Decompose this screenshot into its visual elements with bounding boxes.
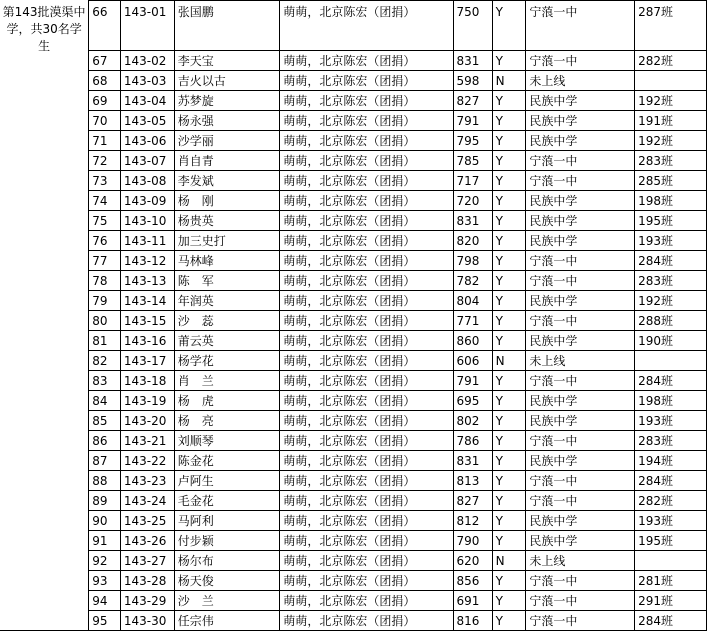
school-cell: 宁蒗一中	[526, 271, 635, 291]
student-id-cell: 143-28	[120, 571, 174, 591]
pass-flag-cell: Y	[492, 591, 526, 611]
pass-flag-cell: Y	[492, 231, 526, 251]
row-number-cell: 87	[89, 451, 121, 471]
donor-cell: 萌萌，北京陈宏（团捐）	[280, 51, 453, 71]
class-cell: 288班	[635, 311, 707, 331]
score-cell: 831	[453, 451, 492, 471]
student-name-cell: 年润英	[174, 291, 280, 311]
score-cell: 812	[453, 511, 492, 531]
pass-flag-cell: Y	[492, 471, 526, 491]
row-number-cell: 79	[89, 291, 121, 311]
group-label-cell: 第143批漠渠中学，共30名学生	[0, 1, 89, 631]
pass-flag-cell: Y	[492, 451, 526, 471]
school-cell: 宁蒗一中	[526, 251, 635, 271]
donor-cell: 萌萌，北京陈宏（团捐）	[280, 151, 453, 171]
score-cell: 798	[453, 251, 492, 271]
student-id-cell: 143-17	[120, 351, 174, 371]
donor-cell: 萌萌，北京陈宏（团捐）	[280, 91, 453, 111]
table-row	[0, 271, 707, 291]
table-row	[0, 471, 707, 491]
class-cell: 283班	[635, 431, 707, 451]
student-name-cell: 李发斌	[174, 171, 280, 191]
student-id-cell: 143-30	[120, 611, 174, 631]
score-cell: 820	[453, 231, 492, 251]
class-cell: 191班	[635, 111, 707, 131]
row-number-cell: 91	[89, 531, 121, 551]
student-id-cell: 143-03	[120, 71, 174, 91]
pass-flag-cell: Y	[492, 391, 526, 411]
student-id-cell: 143-22	[120, 451, 174, 471]
row-number-cell: 76	[89, 231, 121, 251]
student-name-cell: 卢阿生	[174, 471, 280, 491]
score-cell: 816	[453, 611, 492, 631]
student-name-cell: 张国鹏	[174, 1, 280, 51]
score-cell: 791	[453, 371, 492, 391]
school-cell: 宁蒗一中	[526, 1, 635, 51]
donor-cell: 萌萌，北京陈宏（团捐）	[280, 251, 453, 271]
class-cell: 192班	[635, 131, 707, 151]
table-row	[0, 51, 707, 71]
score-cell: 791	[453, 111, 492, 131]
school-cell: 宁蒗一中	[526, 371, 635, 391]
row-number-cell: 70	[89, 111, 121, 131]
table-row	[0, 1, 707, 51]
donor-cell: 萌萌，北京陈宏（团捐）	[280, 1, 453, 51]
row-number-cell: 89	[89, 491, 121, 511]
donor-cell: 萌萌，北京陈宏（团捐）	[280, 131, 453, 151]
school-cell: 民族中学	[526, 451, 635, 471]
class-cell: 198班	[635, 191, 707, 211]
score-cell: 831	[453, 51, 492, 71]
donor-cell: 萌萌，北京陈宏（团捐）	[280, 611, 453, 631]
student-name-cell: 陈 军	[174, 271, 280, 291]
class-cell	[635, 71, 707, 91]
pass-flag-cell: Y	[492, 91, 526, 111]
table-row	[0, 511, 707, 531]
row-number-cell: 67	[89, 51, 121, 71]
donor-cell: 萌萌，北京陈宏（团捐）	[280, 311, 453, 331]
student-name-cell: 肖 兰	[174, 371, 280, 391]
donor-cell: 萌萌，北京陈宏（团捐）	[280, 371, 453, 391]
donor-cell: 萌萌，北京陈宏（团捐）	[280, 331, 453, 351]
pass-flag-cell: Y	[492, 171, 526, 191]
table-row	[0, 211, 707, 231]
student-id-cell: 143-27	[120, 551, 174, 571]
row-number-cell: 66	[89, 1, 121, 51]
school-cell: 宁蒗一中	[526, 311, 635, 331]
score-cell: 750	[453, 1, 492, 51]
school-cell: 未上线	[526, 71, 635, 91]
class-cell: 283班	[635, 271, 707, 291]
score-cell: 856	[453, 571, 492, 591]
student-name-cell: 杨 虎	[174, 391, 280, 411]
pass-flag-cell: Y	[492, 131, 526, 151]
student-name-cell: 沙学丽	[174, 131, 280, 151]
pass-flag-cell: Y	[492, 111, 526, 131]
row-number-cell: 95	[89, 611, 121, 631]
student-name-cell: 苏梦旋	[174, 91, 280, 111]
school-cell: 未上线	[526, 351, 635, 371]
table-row	[0, 71, 707, 91]
school-cell: 宁蒗一中	[526, 51, 635, 71]
class-cell: 284班	[635, 371, 707, 391]
school-cell: 民族中学	[526, 91, 635, 111]
class-cell: 287班	[635, 1, 707, 51]
student-id-cell: 143-16	[120, 331, 174, 351]
row-number-cell: 77	[89, 251, 121, 271]
student-name-cell: 毛金花	[174, 491, 280, 511]
donor-cell: 萌萌，北京陈宏（团捐）	[280, 431, 453, 451]
student-id-cell: 143-01	[120, 1, 174, 51]
donor-cell: 萌萌，北京陈宏（团捐）	[280, 531, 453, 551]
student-name-cell: 吉火以古	[174, 71, 280, 91]
student-name-cell: 杨 亮	[174, 411, 280, 431]
table-row	[0, 231, 707, 251]
school-cell: 民族中学	[526, 191, 635, 211]
donor-cell: 萌萌，北京陈宏（团捐）	[280, 451, 453, 471]
student-id-cell: 143-10	[120, 211, 174, 231]
school-cell: 民族中学	[526, 291, 635, 311]
score-cell: 804	[453, 291, 492, 311]
student-id-cell: 143-07	[120, 151, 174, 171]
row-number-cell: 78	[89, 271, 121, 291]
pass-flag-cell: Y	[492, 291, 526, 311]
table-row	[0, 251, 707, 271]
row-number-cell: 94	[89, 591, 121, 611]
student-name-cell: 沙 兰	[174, 591, 280, 611]
school-cell: 宁蒗一中	[526, 591, 635, 611]
table-row	[0, 591, 707, 611]
table-row	[0, 171, 707, 191]
row-number-cell: 74	[89, 191, 121, 211]
table-row	[0, 491, 707, 511]
student-name-cell: 马阿利	[174, 511, 280, 531]
score-cell: 720	[453, 191, 492, 211]
score-cell: 620	[453, 551, 492, 571]
student-name-cell: 马林峰	[174, 251, 280, 271]
pass-flag-cell: Y	[492, 411, 526, 431]
class-cell: 283班	[635, 151, 707, 171]
student-id-cell: 143-12	[120, 251, 174, 271]
table-row	[0, 371, 707, 391]
donor-cell: 萌萌，北京陈宏（团捐）	[280, 231, 453, 251]
score-cell: 831	[453, 211, 492, 231]
table-row	[0, 131, 707, 151]
score-cell: 785	[453, 151, 492, 171]
student-name-cell: 杨学花	[174, 351, 280, 371]
school-cell: 民族中学	[526, 511, 635, 531]
donor-cell: 萌萌，北京陈宏（团捐）	[280, 351, 453, 371]
donor-cell: 萌萌，北京陈宏（团捐）	[280, 111, 453, 131]
table-row	[0, 151, 707, 171]
row-number-cell: 68	[89, 71, 121, 91]
score-cell: 786	[453, 431, 492, 451]
score-cell: 802	[453, 411, 492, 431]
student-id-cell: 143-14	[120, 291, 174, 311]
student-id-cell: 143-13	[120, 271, 174, 291]
donor-cell: 萌萌，北京陈宏（团捐）	[280, 391, 453, 411]
class-cell: 284班	[635, 471, 707, 491]
score-cell: 771	[453, 311, 492, 331]
student-id-cell: 143-02	[120, 51, 174, 71]
table-row	[0, 331, 707, 351]
student-id-cell: 143-29	[120, 591, 174, 611]
pass-flag-cell: Y	[492, 431, 526, 451]
table-row	[0, 91, 707, 111]
school-cell: 宁蒗一中	[526, 611, 635, 631]
score-cell: 813	[453, 471, 492, 491]
row-number-cell: 93	[89, 571, 121, 591]
donor-cell: 萌萌，北京陈宏（团捐）	[280, 171, 453, 191]
table-row	[0, 571, 707, 591]
donor-cell: 萌萌，北京陈宏（团捐）	[280, 511, 453, 531]
pass-flag-cell: Y	[492, 251, 526, 271]
class-cell: 195班	[635, 531, 707, 551]
student-name-cell: 付步颖	[174, 531, 280, 551]
class-cell: 284班	[635, 251, 707, 271]
row-number-cell: 90	[89, 511, 121, 531]
pass-flag-cell: Y	[492, 511, 526, 531]
class-cell: 281班	[635, 571, 707, 591]
student-id-cell: 143-06	[120, 131, 174, 151]
row-number-cell: 71	[89, 131, 121, 151]
row-number-cell: 81	[89, 331, 121, 351]
pass-flag-cell: N	[492, 551, 526, 571]
student-name-cell: 肖自青	[174, 151, 280, 171]
class-cell: 193班	[635, 231, 707, 251]
score-cell: 691	[453, 591, 492, 611]
class-cell	[635, 551, 707, 571]
pass-flag-cell: N	[492, 71, 526, 91]
row-number-cell: 85	[89, 411, 121, 431]
student-id-cell: 143-25	[120, 511, 174, 531]
score-cell: 598	[453, 71, 492, 91]
table-row	[0, 391, 707, 411]
school-cell: 民族中学	[526, 211, 635, 231]
school-cell: 民族中学	[526, 411, 635, 431]
student-name-cell: 沙 蕊	[174, 311, 280, 331]
pass-flag-cell: N	[492, 351, 526, 371]
class-cell: 193班	[635, 411, 707, 431]
row-number-cell: 83	[89, 371, 121, 391]
student-id-cell: 143-09	[120, 191, 174, 211]
donor-cell: 萌萌，北京陈宏（团捐）	[280, 471, 453, 491]
student-name-cell: 杨尔布	[174, 551, 280, 571]
student-id-cell: 143-11	[120, 231, 174, 251]
table-row	[0, 311, 707, 331]
student-id-cell: 143-21	[120, 431, 174, 451]
table-row	[0, 551, 707, 571]
school-cell: 民族中学	[526, 111, 635, 131]
row-number-cell: 80	[89, 311, 121, 331]
school-cell: 宁蒗一中	[526, 491, 635, 511]
class-cell: 192班	[635, 91, 707, 111]
score-cell: 782	[453, 271, 492, 291]
student-name-cell: 李天宝	[174, 51, 280, 71]
pass-flag-cell: Y	[492, 151, 526, 171]
pass-flag-cell: Y	[492, 571, 526, 591]
pass-flag-cell: Y	[492, 331, 526, 351]
table-row	[0, 351, 707, 371]
student-name-cell: 杨 刚	[174, 191, 280, 211]
table-row	[0, 531, 707, 551]
donor-cell: 萌萌，北京陈宏（团捐）	[280, 411, 453, 431]
student-id-cell: 143-26	[120, 531, 174, 551]
class-cell: 194班	[635, 451, 707, 471]
school-cell: 民族中学	[526, 391, 635, 411]
student-id-cell: 143-08	[120, 171, 174, 191]
school-cell: 宁蒗一中	[526, 151, 635, 171]
student-name-cell: 陈金花	[174, 451, 280, 471]
pass-flag-cell: Y	[492, 191, 526, 211]
score-cell: 860	[453, 331, 492, 351]
class-cell	[635, 351, 707, 371]
row-number-cell: 75	[89, 211, 121, 231]
pass-flag-cell: Y	[492, 311, 526, 331]
row-number-cell: 88	[89, 471, 121, 491]
table-row	[0, 111, 707, 131]
class-cell: 192班	[635, 291, 707, 311]
school-cell: 民族中学	[526, 131, 635, 151]
donor-cell: 萌萌，北京陈宏（团捐）	[280, 591, 453, 611]
table-row	[0, 611, 707, 631]
school-cell: 民族中学	[526, 531, 635, 551]
table-row	[0, 411, 707, 431]
class-cell: 291班	[635, 591, 707, 611]
student-id-cell: 143-05	[120, 111, 174, 131]
donor-cell: 萌萌，北京陈宏（团捐）	[280, 271, 453, 291]
student-name-cell: 加三史打	[174, 231, 280, 251]
table-body	[0, 1, 707, 631]
donor-cell: 萌萌，北京陈宏（团捐）	[280, 291, 453, 311]
row-number-cell: 86	[89, 431, 121, 451]
student-name-cell: 莆云英	[174, 331, 280, 351]
class-cell: 190班	[635, 331, 707, 351]
school-cell: 民族中学	[526, 231, 635, 251]
class-cell: 284班	[635, 611, 707, 631]
student-id-cell: 143-18	[120, 371, 174, 391]
pass-flag-cell: Y	[492, 371, 526, 391]
donor-cell: 萌萌，北京陈宏（团捐）	[280, 71, 453, 91]
donor-cell: 萌萌，北京陈宏（团捐）	[280, 191, 453, 211]
row-number-cell: 69	[89, 91, 121, 111]
student-id-cell: 143-04	[120, 91, 174, 111]
school-cell: 宁蒗一中	[526, 431, 635, 451]
class-cell: 285班	[635, 171, 707, 191]
student-name-cell: 刘顺琴	[174, 431, 280, 451]
row-number-cell: 92	[89, 551, 121, 571]
row-number-cell: 72	[89, 151, 121, 171]
score-cell: 827	[453, 91, 492, 111]
table-row	[0, 291, 707, 311]
class-cell: 193班	[635, 511, 707, 531]
row-number-cell: 82	[89, 351, 121, 371]
donor-cell: 萌萌，北京陈宏（团捐）	[280, 491, 453, 511]
student-id-cell: 143-20	[120, 411, 174, 431]
class-cell: 195班	[635, 211, 707, 231]
score-cell: 790	[453, 531, 492, 551]
school-cell: 宁蒗一中	[526, 571, 635, 591]
score-cell: 606	[453, 351, 492, 371]
score-cell: 827	[453, 491, 492, 511]
pass-flag-cell: Y	[492, 211, 526, 231]
row-number-cell: 84	[89, 391, 121, 411]
table-row	[0, 451, 707, 471]
pass-flag-cell: Y	[492, 611, 526, 631]
student-id-cell: 143-15	[120, 311, 174, 331]
pass-flag-cell: Y	[492, 271, 526, 291]
score-cell: 717	[453, 171, 492, 191]
school-cell: 宁蒗一中	[526, 171, 635, 191]
score-cell: 695	[453, 391, 492, 411]
school-cell: 未上线	[526, 551, 635, 571]
pass-flag-cell: Y	[492, 531, 526, 551]
row-number-cell: 73	[89, 171, 121, 191]
school-cell: 宁蒗一中	[526, 471, 635, 491]
student-name-cell: 杨永强	[174, 111, 280, 131]
class-cell: 282班	[635, 491, 707, 511]
pass-flag-cell: Y	[492, 1, 526, 51]
student-name-cell: 杨贵英	[174, 211, 280, 231]
school-cell: 民族中学	[526, 331, 635, 351]
score-cell: 795	[453, 131, 492, 151]
pass-flag-cell: Y	[492, 51, 526, 71]
student-id-cell: 143-23	[120, 471, 174, 491]
student-id-cell: 143-24	[120, 491, 174, 511]
student-id-cell: 143-19	[120, 391, 174, 411]
student-name-cell: 杨天俊	[174, 571, 280, 591]
table-row	[0, 431, 707, 451]
pass-flag-cell: Y	[492, 491, 526, 511]
student-name-cell: 任宗伟	[174, 611, 280, 631]
class-cell: 282班	[635, 51, 707, 71]
donor-cell: 萌萌，北京陈宏（团捐）	[280, 571, 453, 591]
table-row	[0, 191, 707, 211]
class-cell: 198班	[635, 391, 707, 411]
donor-cell: 萌萌，北京陈宏（团捐）	[280, 211, 453, 231]
donor-cell: 萌萌，北京陈宏（团捐）	[280, 551, 453, 571]
